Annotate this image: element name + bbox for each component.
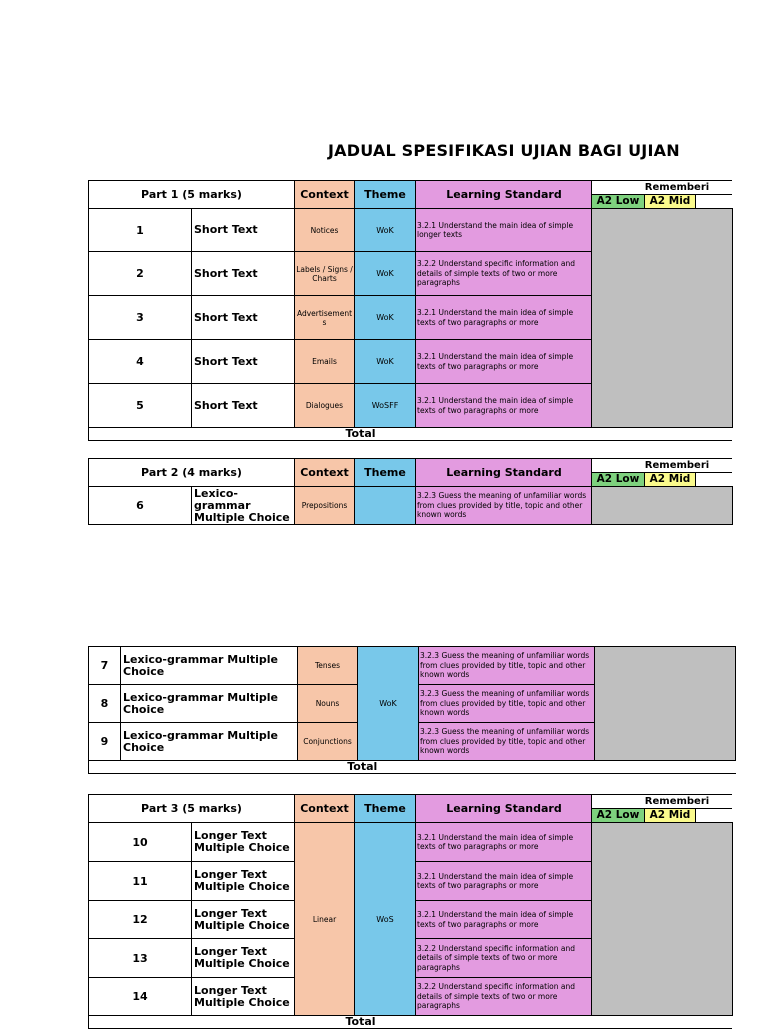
learning-standard-header: Learning Standard — [416, 181, 592, 209]
item-context: Tenses — [298, 647, 358, 685]
theme-header: Theme — [355, 795, 416, 823]
part3-table — [88, 794, 710, 1029]
part2-continued-table — [88, 646, 696, 774]
item-learning-standard: 3.2.2 Understand specific information and details of simple texts of two or more paragraphs — [416, 978, 592, 1016]
context-header: Context — [295, 181, 355, 209]
item-learning-standard: 3.2.1 Understand the main idea of simple texts of two paragraphs or more — [416, 862, 592, 901]
remembering-header — [592, 795, 733, 823]
item-context: Advertisement s — [295, 296, 355, 340]
item-theme: WoSFF — [355, 384, 416, 428]
item-learning-standard: 3.2.2 Understand specific information and details of simple texts of two or more paragraphs — [416, 252, 592, 296]
item-number: 8 — [89, 685, 121, 723]
table-row — [89, 647, 736, 685]
item-context: Emails — [295, 340, 355, 384]
item-type: Lexico-grammar Multiple Choice — [121, 685, 298, 723]
remembering-label: Rememberi — [644, 796, 710, 807]
total-row — [89, 1016, 733, 1029]
item-context: Dialogues — [295, 384, 355, 428]
part2-table — [88, 458, 710, 525]
item-number: 11 — [89, 862, 192, 901]
remembering-cell — [595, 647, 736, 761]
item-learning-standard: 3.2.3 Guess the meaning of unfamiliar words from clues provided by title, topic and other known words — [416, 487, 592, 525]
item-context: Prepositions — [295, 487, 355, 525]
remembering-label: Rememberi — [644, 182, 710, 193]
part3-label: Part 3 (5 marks) — [89, 795, 295, 823]
item-type: Short Text — [192, 296, 295, 340]
item-learning-standard: 3.2.1 Understand the main idea of simple texts of two paragraphs or more — [416, 340, 592, 384]
item-learning-standard: 3.2.1 Understand the main idea of simple texts of two paragraphs or more — [416, 823, 592, 862]
item-type: Longer Text Multiple Choice — [192, 939, 295, 978]
item-type: Short Text — [192, 209, 295, 252]
remembering-cell — [592, 209, 733, 428]
part2-label: Part 2 (4 marks) — [89, 459, 295, 487]
item-number: 6 — [89, 487, 192, 525]
table-row — [89, 209, 733, 252]
a2-mid-header: A2 Mid — [645, 195, 696, 208]
remembering-header — [592, 181, 733, 209]
table-row — [89, 823, 733, 862]
total-row — [89, 428, 733, 441]
item-type: Longer Text Multiple Choice — [192, 978, 295, 1016]
remembering-header — [592, 459, 733, 487]
item-learning-standard: 3.2.3 Guess the meaning of unfamiliar words from clues provided by title, topic and other known words — [419, 685, 595, 723]
part1-label: Part 1 (5 marks) — [89, 181, 295, 209]
item-type: Lexico-grammar Multiple Choice — [121, 647, 298, 685]
item-theme: WoK — [355, 340, 416, 384]
part1-table — [88, 180, 710, 441]
context-header: Context — [295, 459, 355, 487]
item-number: 3 — [89, 296, 192, 340]
item-type: Short Text — [192, 340, 295, 384]
page-title: JADUAL SPESIFIKASI UJIAN BAGI UJIAN — [328, 141, 680, 160]
theme-header: Theme — [355, 181, 416, 209]
item-learning-standard: 3.2.3 Guess the meaning of unfamiliar words from clues provided by title, topic and other known words — [419, 723, 595, 761]
item-theme: WoK — [355, 296, 416, 340]
item-theme: WoK — [358, 647, 419, 761]
item-learning-standard: 3.2.3 Guess the meaning of unfamiliar words from clues provided by title, topic and other known words — [419, 647, 595, 685]
remembering-cell — [592, 823, 733, 1016]
item-learning-standard: 3.2.1 Understand the main idea of simple texts of two paragraphs or more — [416, 384, 592, 428]
item-learning-standard: 3.2.1 Understand the main idea of simple texts of two paragraphs or more — [416, 901, 592, 939]
item-theme: WoK — [355, 252, 416, 296]
item-context: Notices — [295, 209, 355, 252]
item-number: 5 — [89, 384, 192, 428]
item-number: 13 — [89, 939, 192, 978]
item-context: Nouns — [298, 685, 358, 723]
item-type: Short Text — [192, 252, 295, 296]
item-learning-standard: 3.2.1 Understand the main idea of simple texts of two paragraphs or more — [416, 296, 592, 340]
item-type: Lexico-grammar Multiple Choice — [192, 487, 295, 525]
table-row — [89, 487, 733, 525]
item-context: Labels / Signs / Charts — [295, 252, 355, 296]
total-label: Total — [89, 428, 733, 441]
a2-low-header: A2 Low — [592, 195, 645, 208]
item-type: Short Text — [192, 384, 295, 428]
item-number: 9 — [89, 723, 121, 761]
item-theme: WoS — [355, 823, 416, 1016]
item-theme: WoK — [355, 209, 416, 252]
item-type: Longer Text Multiple Choice — [192, 862, 295, 901]
item-learning-standard: 3.2.2 Understand specific information and details of simple texts of two or more paragraphs — [416, 939, 592, 978]
item-context: Conjunctions — [298, 723, 358, 761]
item-number: 4 — [89, 340, 192, 384]
learning-standard-header: Learning Standard — [416, 795, 592, 823]
item-number: 1 — [89, 209, 192, 252]
a2-mid-header: A2 Mid — [645, 809, 696, 822]
a2-mid-header: A2 Mid — [645, 473, 696, 486]
context-header: Context — [295, 795, 355, 823]
learning-standard-header: Learning Standard — [416, 459, 592, 487]
item-learning-standard: 3.2.1 Understand the main idea of simple longer texts — [416, 209, 592, 252]
item-theme — [355, 487, 416, 525]
item-number: 14 — [89, 978, 192, 1016]
item-type: Longer Text Multiple Choice — [192, 901, 295, 939]
item-number: 12 — [89, 901, 192, 939]
item-type: Lexico-grammar Multiple Choice — [121, 723, 298, 761]
a2-low-header: A2 Low — [592, 809, 645, 822]
item-number: 10 — [89, 823, 192, 862]
total-label: Total — [89, 761, 736, 774]
item-number: 7 — [89, 647, 121, 685]
total-row — [89, 761, 736, 774]
total-label: Total — [89, 1016, 733, 1029]
theme-header: Theme — [355, 459, 416, 487]
a2-low-header: A2 Low — [592, 473, 645, 486]
item-number: 2 — [89, 252, 192, 296]
item-context: Linear — [295, 823, 355, 1016]
remembering-label: Rememberi — [644, 460, 710, 471]
item-type: Longer Text Multiple Choice — [192, 823, 295, 862]
remembering-cell — [592, 487, 733, 525]
